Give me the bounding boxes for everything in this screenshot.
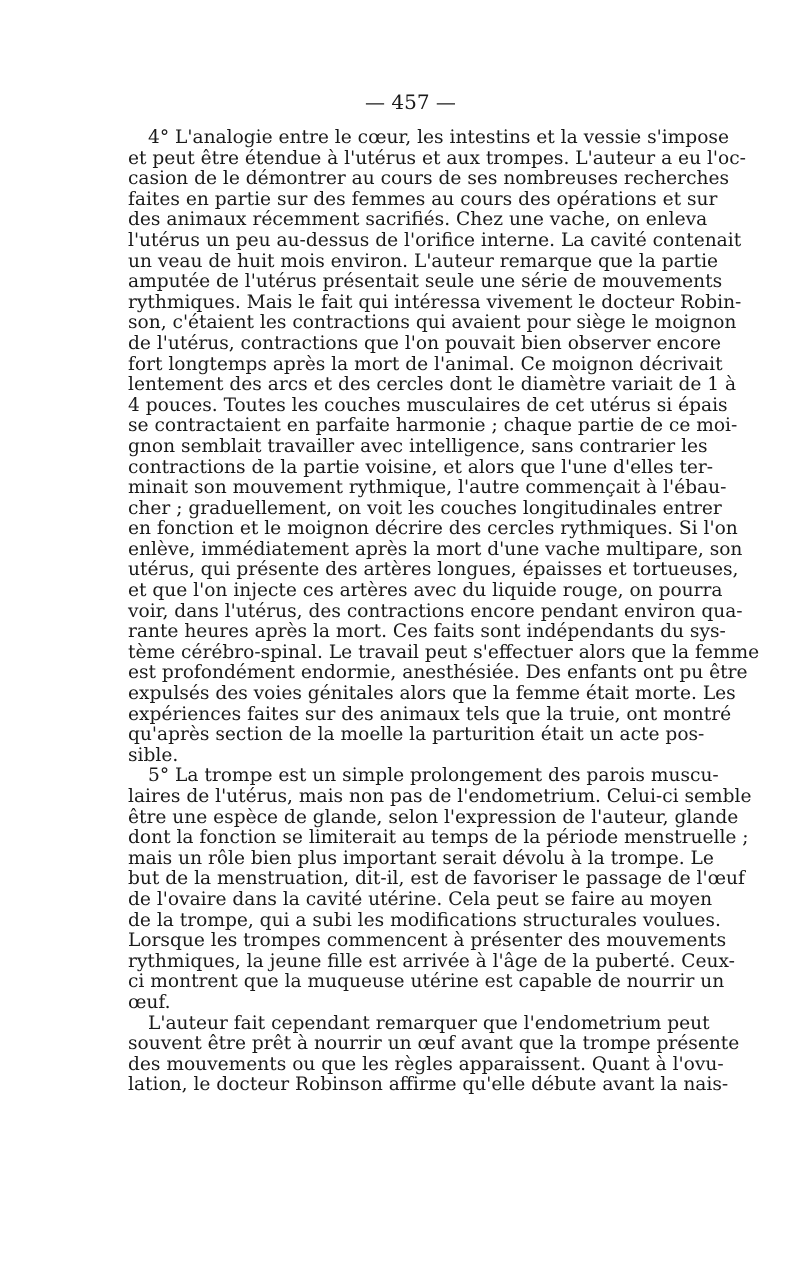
text-line: gnon semblait travailler avec intelligence, sans contrarier les (128, 435, 708, 457)
text-line: sible. (128, 744, 179, 766)
text-line: en fonction et le moignon décrire des cercles rythmiques. Si l'on (128, 518, 738, 540)
text-line: qu'après section de la moelle la parturition était un acte pos- (128, 724, 705, 746)
text-line: des animaux récemment sacrifiés. Chez une vache, on enleva (128, 209, 708, 231)
text-line: L'auteur fait cependant remarquer que l'endometrium peut (148, 1012, 710, 1034)
text-line: casion de le démontrer au cours de ses nombreuses recherches (128, 168, 730, 190)
text-line: œuf. (128, 991, 171, 1013)
text-line: rante heures après la mort. Ces faits sont indépendants du sys- (128, 621, 726, 643)
text-line: de l'ovaire dans la cavité utérine. Cela peut se faire au moyen (128, 888, 713, 910)
text-line: but de la menstruation, dit-il, est de favoriser le passage de l'œuf (128, 868, 745, 890)
text-line: l'utérus un peu au-dessus de l'orifice interne. La cavité contenait (128, 229, 742, 251)
text-line: lentement des arcs et des cercles dont le diamètre variait de 1 à (128, 374, 737, 396)
text-line: minait son mouvement rythmique, l'autre commençait à l'ébau- (128, 477, 727, 499)
text-line: un veau de huit mois environ. L'auteur remarque que la partie (128, 250, 719, 272)
text-line: expériences faites sur des animaux tels que la truie, ont montré (128, 703, 732, 725)
text-line: rythmiques. Mais le fait qui intéressa vivement le docteur Robin- (128, 291, 742, 313)
text-line: se contractaient en parfaite harmonie ; chaque partie de ce moi- (128, 415, 738, 437)
text-line: 4° L'analogie entre le cœur, les intestins et la vessie s'impose (148, 127, 729, 148)
text-line: être une espèce de glande, selon l'expression de l'auteur, glande (128, 806, 739, 828)
text-line: 4 pouces. Toutes les couches musculaires de cet utérus si épais (128, 394, 728, 416)
text-line: amputée de l'utérus présentait seule une série de mouvements (128, 271, 723, 293)
text-line: souvent être prêt à nourrir un œuf avant que la trompe présente (128, 1033, 740, 1055)
text-line: lation, le docteur Robinson affirme qu'elle débute avant la nais- (128, 1074, 729, 1096)
text-line: contractions de la partie voisine, et alors que l'une d'elles ter- (128, 456, 714, 478)
text-line: utérus, qui présente des artères longues, épaisses et tortueuses, (128, 559, 739, 581)
text-line: et peut être étendue à l'utérus et aux trompes. L'auteur a eu l'oc- (128, 147, 746, 169)
text-line: dont la fonction se limiterait au temps de la période menstruelle ; (128, 827, 749, 849)
text-line: de la trompe, qui a subi les modifications structurales voulues. (128, 909, 721, 931)
paragraph (128, 127, 760, 766)
document-page (128, 88, 760, 1096)
text-line: son, c'étaient les contractions qui avaient pour siège le moignon (128, 312, 737, 334)
text-line: et que l'on injecte ces artères avec du liquide rouge, on pourra (128, 580, 723, 602)
text-line: cher ; graduellement, on voit les couches longitudinales entrer (128, 497, 722, 519)
body-text (128, 127, 760, 1096)
text-line: de l'utérus, contractions que l'on pouvait bien observer encore (128, 332, 722, 354)
text-line: faites en partie sur des femmes au cours des opérations et sur (128, 188, 718, 210)
text-line: est profondément endormie, anesthésiée. Des enfants ont pu être (128, 662, 748, 684)
text-line: Lorsque les trompes commencent à présenter des mouvements (128, 930, 727, 952)
text-line: rythmiques, la jeune fille est arrivée à l'âge de la puberté. Ceux- (128, 950, 735, 972)
text-line: laires de l'utérus, mais non pas de l'endometrium. Celui-ci semble (128, 786, 752, 807)
text-line: ci montrent que la muqueuse utérine est capable de nourrir un (128, 971, 725, 993)
text-line: fort longtemps après la mort de l'animal. Ce moignon décrivait (128, 353, 723, 375)
text-line: 5° La trompe est un simple prolongement des parois muscu- (148, 765, 719, 787)
text-line: expulsés des voies génitales alors que la femme était morte. Les (128, 683, 736, 705)
text-line: mais un rôle bien plus important serait dévolu à la trompe. Le (128, 847, 714, 869)
paragraph (128, 765, 752, 1013)
paragraph (128, 1012, 740, 1096)
text-line: tème cérébro-spinal. Le travail peut s'effectuer alors que la femme (128, 641, 760, 663)
text-line: enlève, immédiatement après la mort d'une vache multipare, son (128, 538, 743, 560)
page-number: — 457 — (365, 90, 456, 114)
text-line: voir, dans l'utérus, des contractions encore pendant environ qua- (128, 600, 743, 622)
text-line: des mouvements ou que les règles apparaissent. Quant à l'ovu- (128, 1053, 724, 1075)
